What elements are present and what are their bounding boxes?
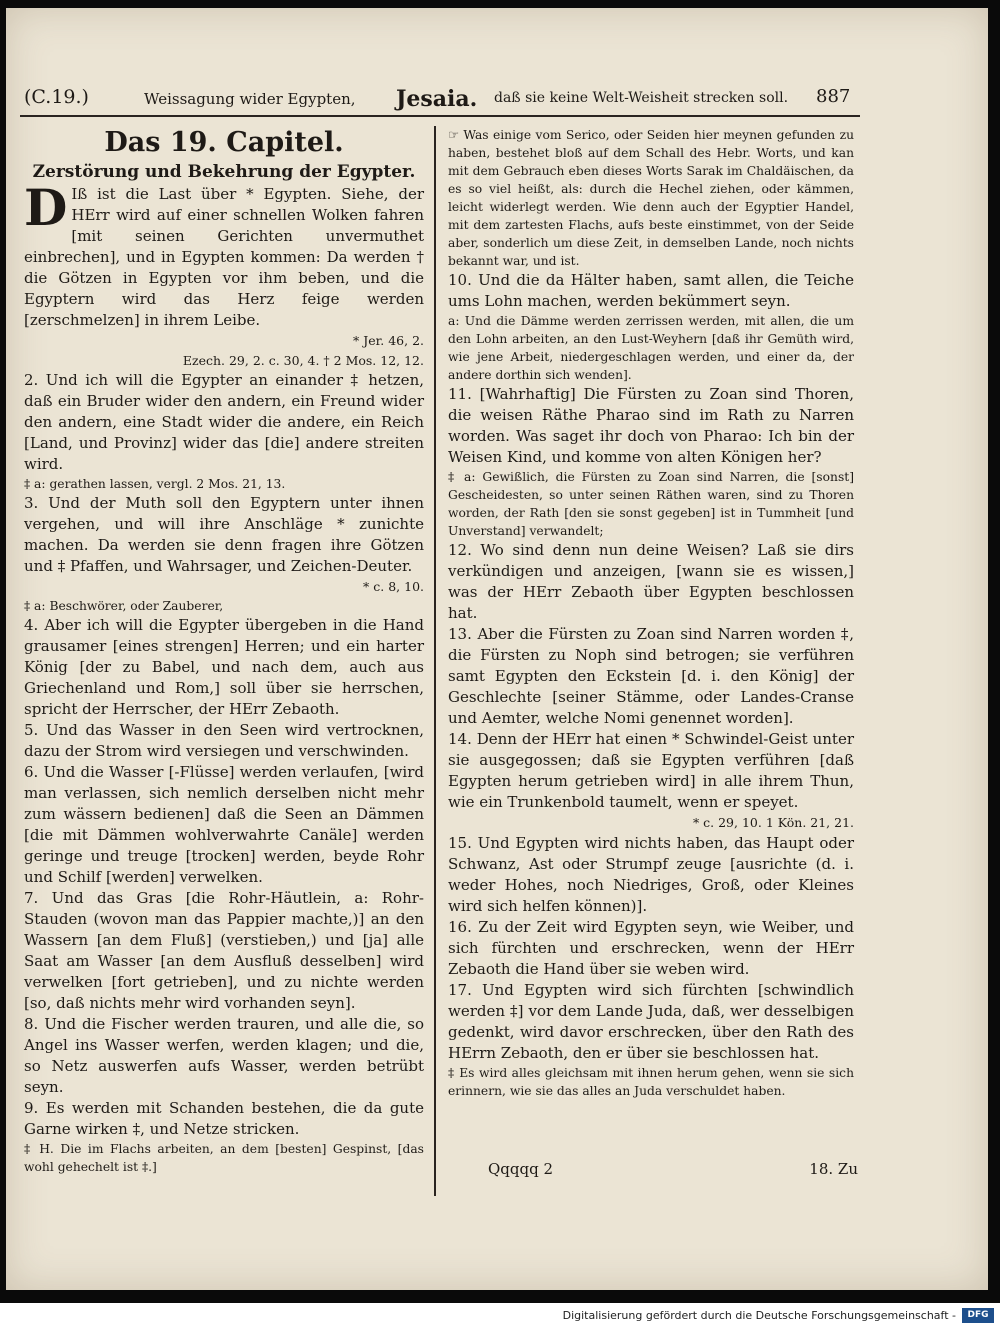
digitization-credit: Digitalisierung gefördert durch die Deutsche Forschungsgemeinschaft - (562, 1309, 956, 1322)
footnote: ‡ a: Beschwörer, oder Zauberer, (24, 598, 224, 613)
drop-cap: D (24, 178, 68, 237)
book-page (6, 8, 988, 1290)
header-rule (20, 115, 860, 117)
column-divider (434, 126, 436, 1196)
page-footer (454, 1160, 858, 1184)
verse-9: 9. Es werden mit Schanden bestehen, die da gute Garne wirken ‡, und Netze stricken. (24, 1098, 424, 1138)
verse-12: 12. Wo sind denn nun deine Weisen? Laß sie dirs verkündigen und anzeigen, [wann sie es wissen,] was der HErr Zebaoth über Egypten beschlossen hat. (448, 541, 854, 622)
footnote: a: Und die Dämme werden zerrissen werden, mit allen, die um den Lohn arbeiten, an den Lust-Weyhern [daß ihr Gemüth wird, wie jene Arbeit, niedergeschlagen werden, und einer da, der andere dorthin sich wenden]. (448, 314, 854, 382)
commentary-note: ☞ Was einige vom Serico, oder Seiden hier meynen gefunden zu haben, bestehet bloß auf dem Schall des Hebr. Worts, und kan mit dem Gebrauch eben dieses Worts Sarak im Chaldäischen, da es so viel heißt, als: durch die Hechel ziehen, oder kämmen, leicht widerlegt werden. Wie denn auch der Egyptier Handel, mit dem zartesten Flachs, aufs beste einstimmet, von der Seide aber, sonderlich um diese Zeit, in demselben Lande, noch nichts bekannt war, und ist. (448, 128, 854, 268)
footnote: ‡ a: gerathen lassen, vergl. 2 Mos. 21, 13. (24, 477, 286, 491)
left-column (24, 126, 424, 1176)
verse-16: 16. Zu der Zeit wird Egypten seyn, wie Weiber, und sich fürchten und erschrecken, wenn der HErr Zebaoth die Hand über sie weben wird. (448, 917, 854, 978)
footnote: ‡ H. Die im Flachs arbeiten, an dem [besten] Gespinst, [das wohl gehechelt ist ‡.] (24, 1141, 424, 1174)
verse-15: 15. Und Egypten wird nichts haben, das Haupt oder Schwanz, Ast oder Strumpf zeuge [ausrichte (d. i. weder Hohes, noch Niedriges, Groß, oder Kleines wird sich helfen können)]. (448, 833, 854, 915)
verse-1-text: Iß ist die Last über * Egypten. Siehe, der HErr wird auf einer schnellen Wolken fahren [mit seinen Gerichten unvermuthet einbrechen], und in Egypten kommen: Da werden † die Götzen in Egypten vor ihm beben, und die Egyptern wird das Herz feige werden [zerschmelzen] in ihrem Leibe. (24, 185, 424, 329)
verse-4: 4. Aber ich will die Egypter übergeben in die Hand grausamer [eines strengen] Herren; und ein harter König [der zu Babel, und nach dem, auch aus Griechenland und Rom,] soll über sie herrschen, spricht der Herrscher, der HErr Zebaoth. (24, 615, 424, 718)
verse-11: 11. [Wahrhaftig] Die Fürsten zu Zoan sind Thoren, die weisen Räthe Pharao sind im Rath zu Narren worden. Was saget ihr doch von Pharao: Ich bin der Weisen Kind, und komme von alten Königen her? (448, 385, 854, 466)
verse-1 (24, 178, 424, 331)
dfg-logo: DFG (962, 1308, 994, 1323)
verse-17: 17. Und Egypten wird sich fürchten [schwindlich werden ‡] vor dem Lande Juda, daß, wer desselbigen gedenkt, wird davor erschrecken, über den Rath des HErrn Zebaoth, den er über sie beschlossen hat. (448, 980, 854, 1062)
page-number: 887 (816, 86, 851, 107)
book-name: Jesaia. (396, 86, 478, 112)
chapter-reference: (C.19.) (24, 86, 89, 108)
footnote: ‡ a: Gewißlich, die Fürsten zu Zoan sind Narren, die [sonst] Gescheidesten, so unter seinen Räthen waren, sind zu Thoren worden, der Rath [den sie sonst gegeben] ist in Tummheit [und Unverstand] verwandelt; (448, 470, 854, 538)
digitization-bar (0, 1303, 1000, 1328)
verse-5: 5. Und das Wasser in den Seen wird vertrocknen, dazu der Strom wird versiegen und verschwinden. (24, 720, 424, 760)
verse-7: 7. Und das Gras [die Rohr-Häutlein, a: Rohr-Stauden (wovon man das Pappier machte,)] an den Wassern [an dem Fluß] (verstieben,) und [ja] alle Saat am Wasser [an dem Ausfluß desselben] wird verwelken [fort getrieben], und zu nichte werden [so, daß nichts mehr wird vorhanden seyn]. (24, 888, 424, 1012)
chapter-title: Das 19. Capitel. (104, 127, 344, 158)
verse-10: 10. Und die da Hälter haben, samt allen, die Teiche ums Lohn machen, werden bekümmert seyn. (448, 271, 854, 310)
verse-8: 8. Und die Fischer werden trauren, und alle die, so Angel ins Wasser werfen, werden klagen; und die, so Netz auswerfen aufs Wasser, werden betrübt seyn. (24, 1014, 424, 1096)
running-title-right: daß sie keine Welt-Weisheit strecken soll. (494, 90, 789, 106)
footnote: ‡ Es wird alles gleichsam mit ihnen herum gehen, wenn sie sich erinnern, wie sie das alles an Juda verschuldet haben. (448, 1065, 854, 1098)
right-column (448, 126, 854, 1100)
verse-3: 3. Und der Muth soll den Egyptern unter ihnen vergehen, und will ihre Anschläge * zunichte machen. Da werden sie denn fragen ihre Götzen und ‡ Pfaffen, und Wahrsager, und Zeichen-Deuter. (24, 494, 424, 575)
signature-mark: Qqqqq 2 (488, 1160, 554, 1178)
cross-reference: * c. 29, 10. 1 Kön. 21, 21. (692, 815, 854, 830)
running-title-left: Weissagung wider Egypten, (144, 90, 356, 108)
catchword: 18. Zu (809, 1160, 858, 1178)
verse-14: 14. Denn der HErr hat einen * Schwindel-Geist unter sie ausgegossen; daß sie Egypten verführen [daß Egypten herum getrieben wird] in alle ihrem Thun, wie ein Trunkenbold taumelt, wenn er speyet. (448, 730, 854, 811)
cross-reference: * Jer. 46, 2. (353, 333, 424, 348)
verse-6: 6. Und die Wasser [-Flüsse] werden verlaufen, [wird man verlassen, sich nemlich derselben nicht mehr zum wässern bedienen] daß die Seen an Dämmen [die mit Dämmen wohlverwahrte Canäle] werden geringe und treuge [trocken] werden, beyde Rohr und Schilf [werden] verwelken. (24, 762, 424, 886)
verse-2: 2. Und ich will die Egypter an einander ‡ hetzen, daß ein Bruder wider den andern, ein Freund wider den andern, eine Stadt wider die andere, ein Reich [Land, und Provinz] wider das [die] andere streiten wird. (24, 371, 424, 473)
chapter-subtitle: Zerstörung und Bekehrung der Egypter. (32, 162, 416, 182)
running-header (16, 86, 856, 114)
cross-reference: Ezech. 29, 2. c. 30, 4. † 2 Mos. 12, 12. (182, 352, 424, 368)
cross-reference: * c. 8, 10. (363, 579, 424, 594)
verse-13: 13. Aber die Fürsten zu Zoan sind Narren worden ‡, die Fürsten zu Noph sind betrogen; sie verführen samt Egypten den Eckstein [d. i. den König] der Geschlechte [seiner Stämme, oder Landes-Cranse und Aemter, welche Nomi genennet worden]. (448, 625, 854, 727)
